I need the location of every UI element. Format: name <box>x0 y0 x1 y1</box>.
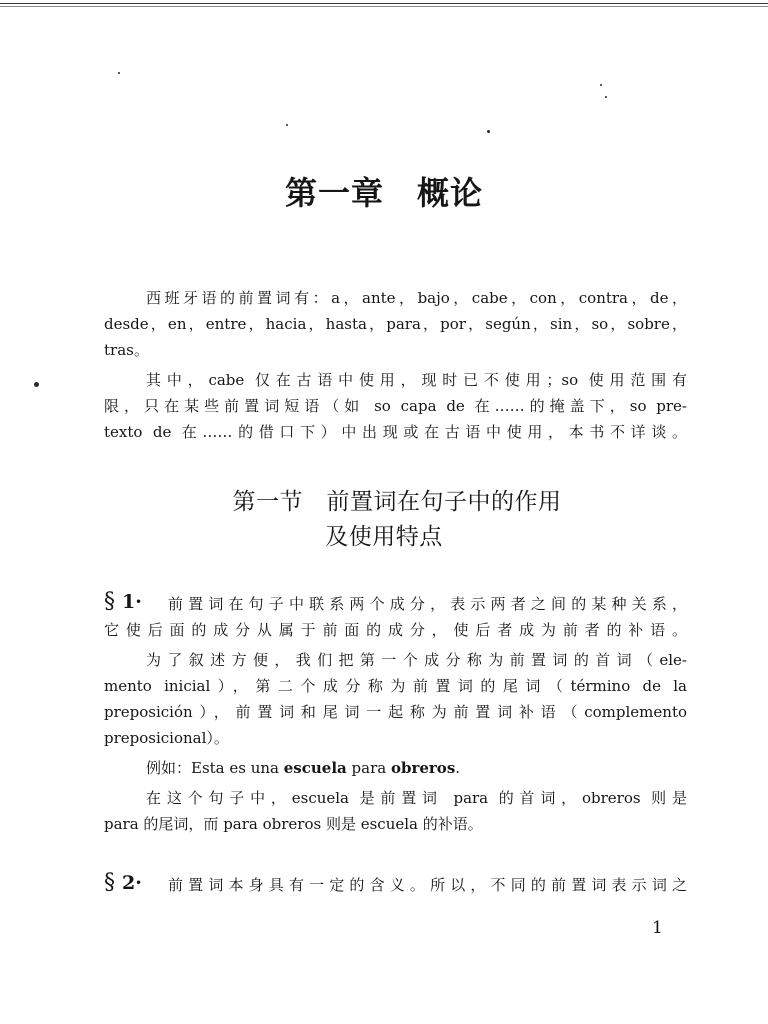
body-line: 前置词本身具有一定的含义。所以，不同的前置词表示词之 <box>168 876 687 894</box>
example-line <box>146 758 687 778</box>
scan-speck <box>34 382 39 387</box>
section-sign: § <box>104 870 115 895</box>
scan-speck <box>118 72 120 74</box>
intro-line: tras。 <box>104 341 149 359</box>
example-term-escuela: escuela <box>283 759 347 777</box>
example-prefix: 例如：Esta es una <box>146 759 284 777</box>
intro-line: desde，en，entre，hacia，hasta，para，por，según，sin，so，sobre， <box>104 315 687 333</box>
top-rule <box>0 3 768 4</box>
intro-line: 限，只在某些前置词短语（如 so capa de 在……的掩盖下，so pre- <box>104 397 687 415</box>
paragraph-number-value: 2· <box>122 872 142 894</box>
example-mid: para <box>346 759 391 777</box>
scan-speck <box>487 130 490 133</box>
scan-speck <box>605 96 607 98</box>
body-line: 为了叙述方便，我们把第一个成分称为前置词的首词（ele- <box>146 651 687 669</box>
top-rule-secondary <box>0 6 768 7</box>
body-line: 它使后面的成分从属于前面的成分，使后者成为前者的补语。 <box>104 621 687 639</box>
body-line: 在这个句子中，escuela 是前置词 para 的首词，obreros 则是 <box>146 789 687 807</box>
section-sign: § <box>104 589 115 614</box>
paragraph-number-value: 1· <box>122 591 142 613</box>
body-line: 前置词在句子中联系两个成分，表示两者之间的某种关系， <box>168 595 687 613</box>
section-title: 第一节 前置词在句子中的作用 <box>232 489 562 515</box>
example-end: . <box>455 759 461 777</box>
scan-speck <box>600 84 602 86</box>
section-subtitle: 及使用特点 <box>325 524 443 550</box>
intro-line: 其中，cabe 仅在古语中使用，现时已不使用；so 使用范围有 <box>146 371 687 389</box>
example-term-obreros: obreros <box>390 759 456 777</box>
page-number: 1 <box>652 918 663 938</box>
body-line: para 的尾词，而 para obreros 则是 escuela 的补语。 <box>104 815 483 833</box>
intro-line: 西班牙语的前置词有：a，ante，bajo，cabe，con，contra，de， <box>146 289 687 307</box>
body-line: preposicional）。 <box>104 729 229 747</box>
scan-speck <box>286 124 288 126</box>
intro-line: texto de 在……的借口下）中出现或在古语中使用，本书不详谈。 <box>104 423 687 441</box>
body-line: preposición），前置词和尾词一起称为前置词补语（complemento <box>104 703 687 721</box>
paragraph-number <box>104 871 142 895</box>
body-line: mento inicial），第二个成分称为前置词的尾词（término de la <box>104 677 687 695</box>
chapter-title: 第一章 概论 <box>284 174 483 212</box>
paragraph-number <box>104 590 142 614</box>
